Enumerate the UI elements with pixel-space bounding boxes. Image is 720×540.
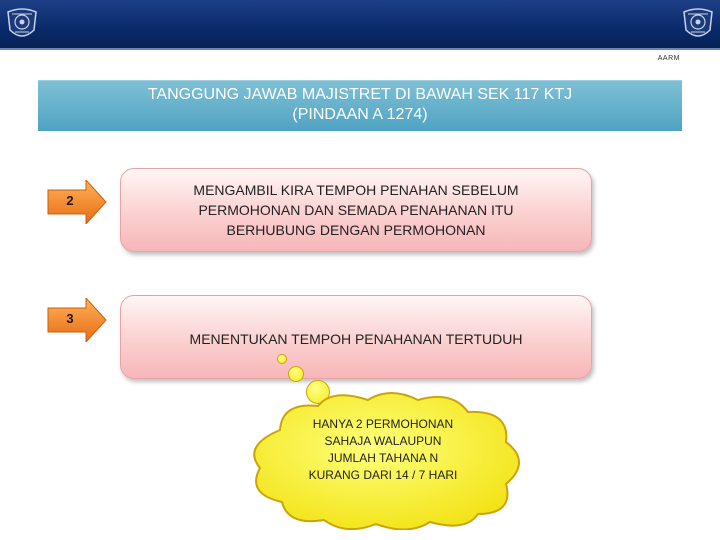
slide-subtitle: (PINDAAN A 1274) [292, 106, 428, 123]
slide-title: TANGGUNG JAWAB MAJISTRET DI BAWAH SEK 117 KTJ [147, 86, 573, 103]
header-tag: AARM [657, 55, 680, 62]
header-divider [0, 48, 720, 50]
callout-line: SAHAJA WALAUPUN [324, 434, 442, 448]
police-crest-icon [2, 4, 42, 44]
item-text [146, 329, 566, 349]
callout-text [258, 416, 508, 484]
item-text-line: MENENTUKAN TEMPOH PENAHANAN TERTUDUH [189, 331, 523, 347]
slide-title-box [38, 80, 682, 131]
item-text-line: BERHUBUNG DENGAN PERMOHONAN [226, 222, 486, 238]
callout-line: JUMLAH TAHANA N [327, 451, 439, 465]
item-arrow-3 [46, 298, 108, 342]
item-text-line: MENGAMBIL KIRA TEMPOH PENAHAN SEBELUM [193, 182, 519, 198]
police-crest-icon [678, 4, 718, 44]
item-text-line: PERMOHONAN DAN SEMADA PENAHANAN ITU [198, 202, 514, 218]
item-number: 3 [66, 311, 74, 326]
header-bar [0, 0, 720, 48]
item-text [146, 180, 566, 240]
item-number: 2 [66, 193, 74, 208]
callout-line: KURANG DARI 14 / 7 HARI [308, 468, 458, 482]
item-box-2 [120, 168, 592, 252]
item-box-3 [120, 295, 592, 379]
thought-bubble-dot [277, 354, 287, 364]
item-arrow-2 [46, 180, 108, 224]
thought-bubble-dot [288, 366, 304, 382]
callout-line: HANYA 2 PERMOHONAN [312, 417, 454, 431]
